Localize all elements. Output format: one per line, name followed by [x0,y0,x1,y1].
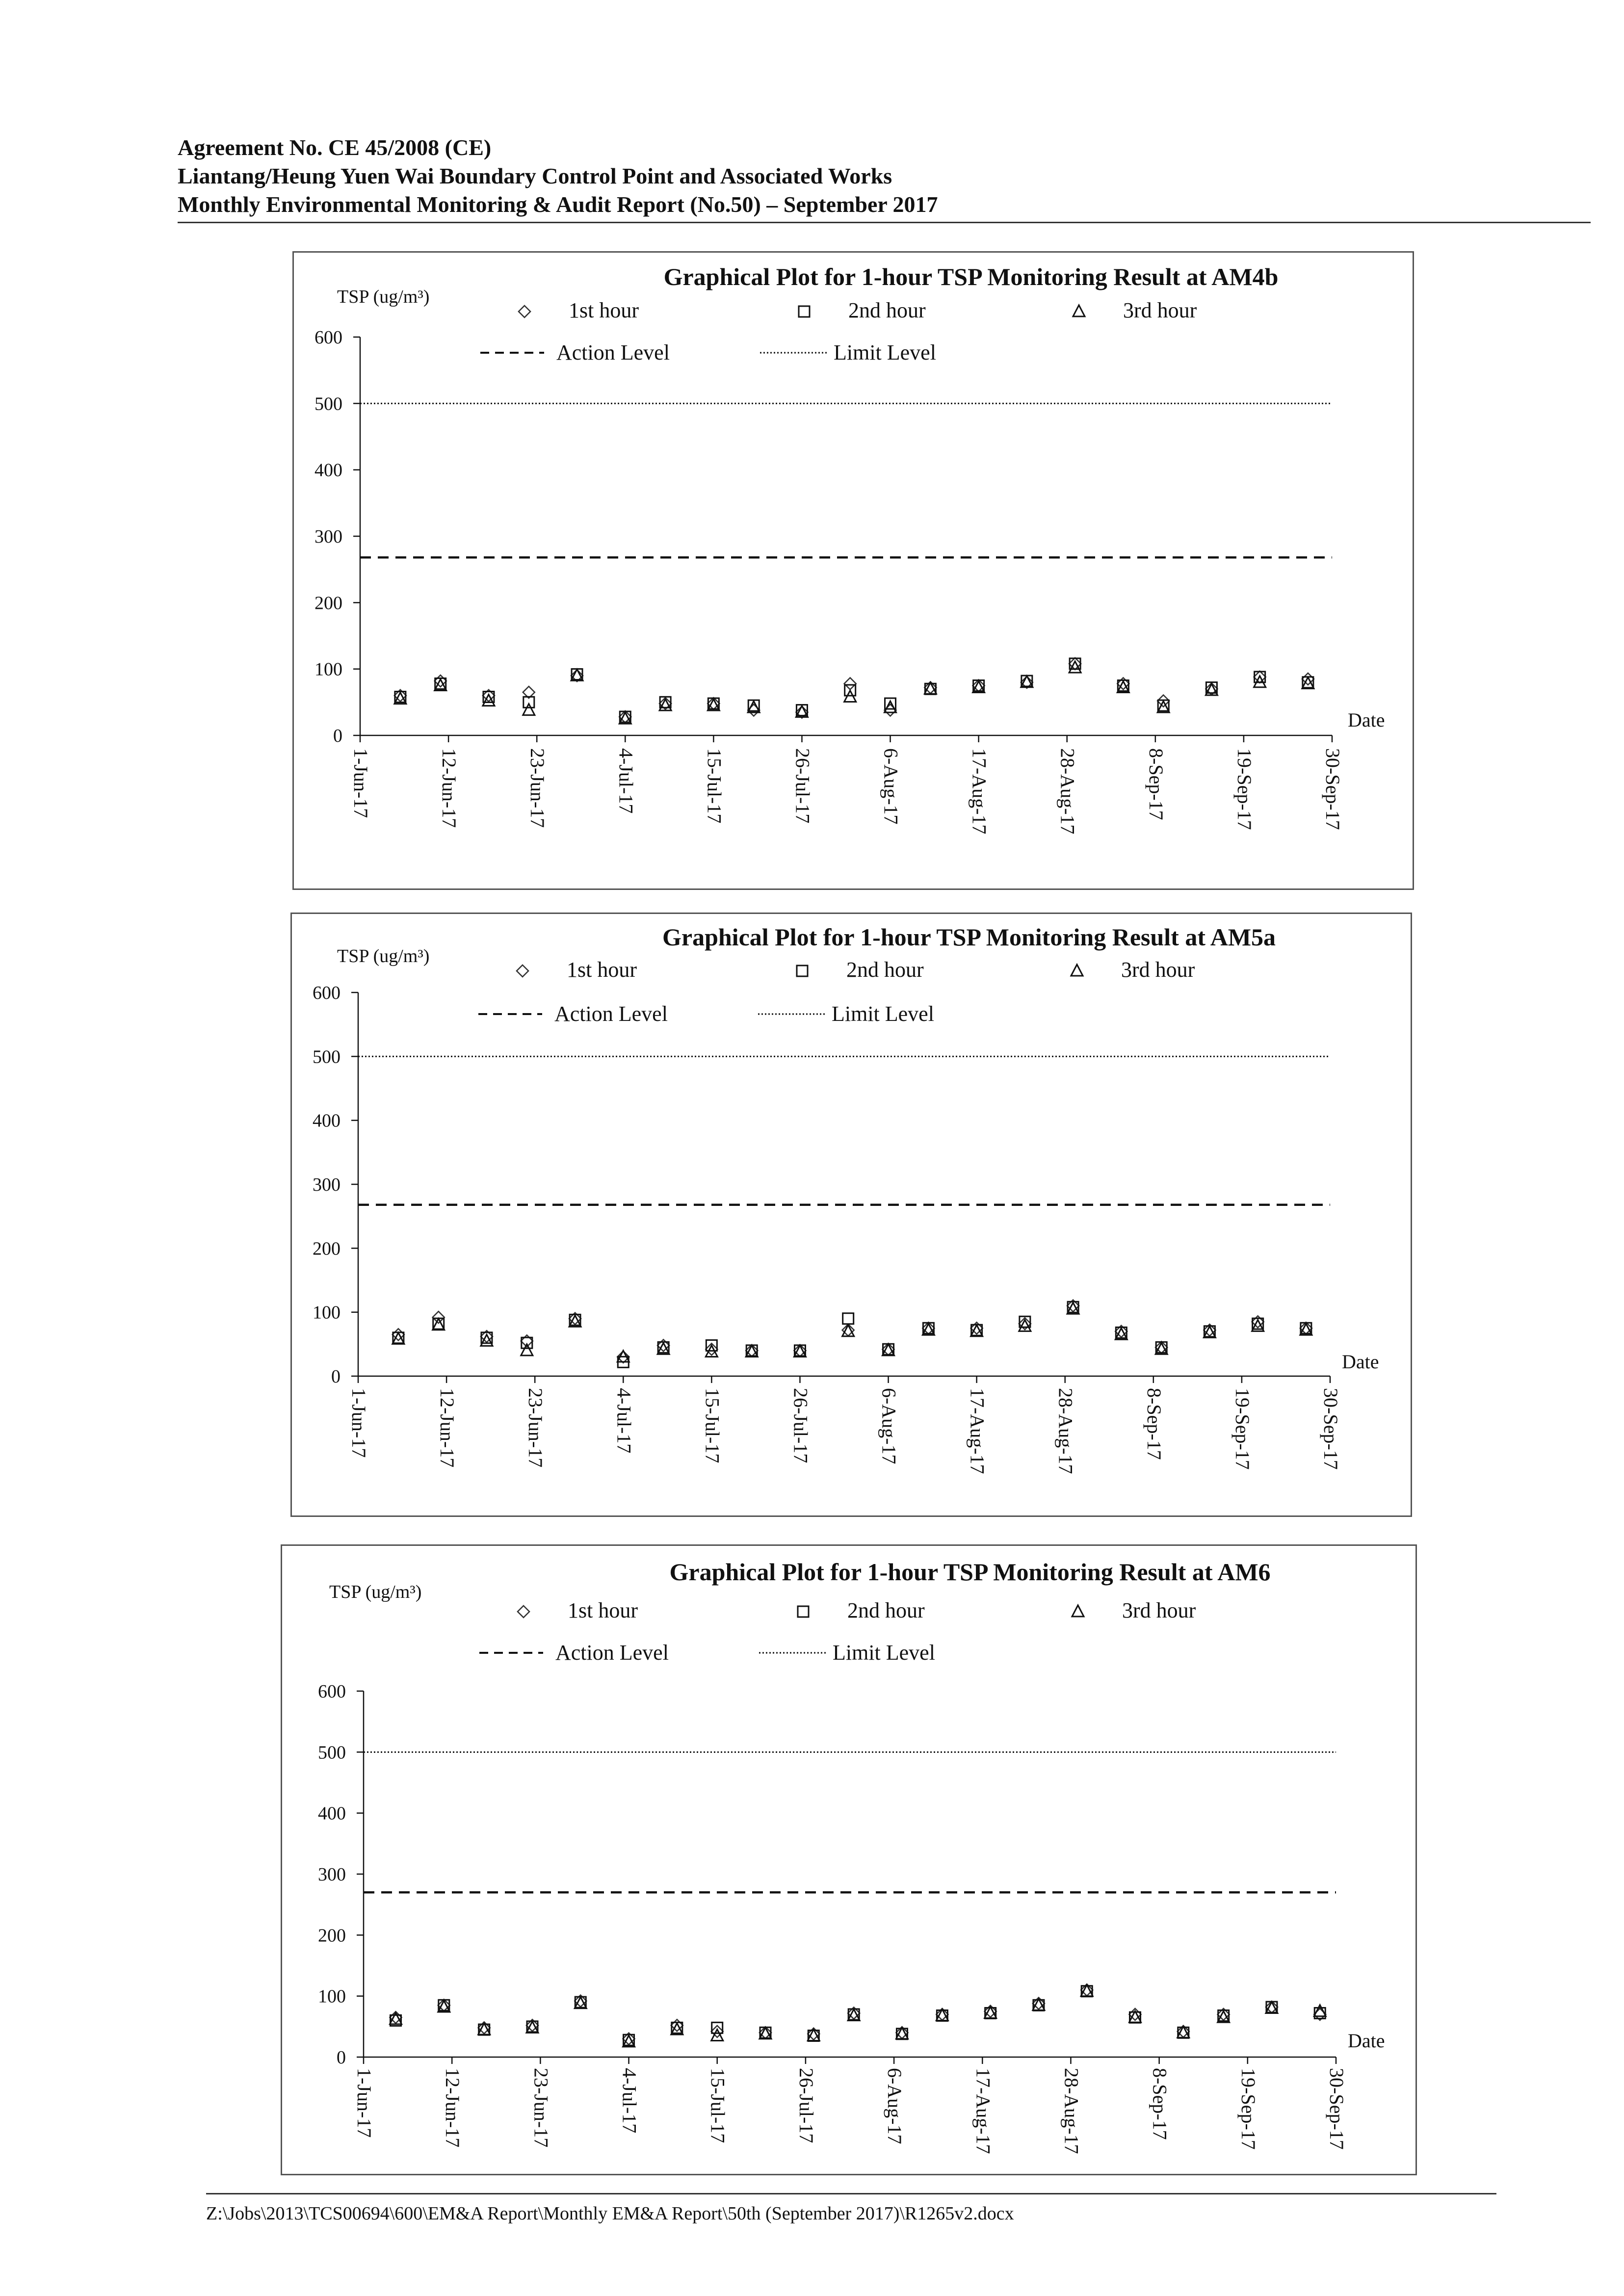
legend-label-3: 3rd hour [1123,298,1197,322]
legend-marker-2 [798,1606,809,1617]
x-tick-label: 26-Jul-17 [795,2068,817,2143]
data-point-triangle [433,1319,445,1330]
data-point-triangle [746,1345,758,1357]
chart-am5a-svg [292,914,1414,1518]
legend-marker-1 [519,306,530,317]
legend-action-label: Action Level [555,1641,669,1665]
x-tick-label: 6-Aug-17 [880,748,902,825]
x-tick-label: 15-Jul-17 [701,1388,724,1463]
x-tick-label: 8-Sep-17 [1143,1388,1165,1460]
x-tick-label: 6-Aug-17 [884,2068,906,2144]
data-point-triangle [760,2028,771,2039]
x-axis-label: Date [1348,709,1385,731]
chart-title: Graphical Plot for 1-hour TSP Monitoring Result at AM4b [663,263,1279,290]
y-tick-label: 0 [333,726,342,746]
x-axis-label: Date [1348,2030,1385,2052]
y-tick-label: 200 [318,1925,346,1946]
y-axis-label: TSP (ug/m³) [329,1582,422,1602]
x-tick-label: 30-Sep-17 [1320,1388,1342,1470]
project-title: Liantang/Heung Yuen Wai Boundary Control Point and Associated Works [178,163,892,188]
y-tick-label: 600 [314,327,342,348]
y-tick-label: 500 [318,1742,346,1763]
legend-label-1: 1st hour [567,958,637,982]
data-point-triangle [1314,2005,1326,2016]
x-tick-label: 4-Jul-17 [615,748,637,814]
file-path: Z:\Jobs\2013\TCS00694\600\EM&A Report\Monthly EM&A Report\50th (September 2017)\R1265v2.docx [206,2203,1014,2224]
x-tick-label: 19-Sep-17 [1231,1388,1254,1470]
data-point-diamond [711,2026,723,2037]
data-point-square [843,1313,854,1324]
y-tick-label: 300 [313,1174,341,1195]
x-tick-label: 4-Jul-17 [613,1388,635,1454]
legend-label-3: 3rd hour [1121,958,1195,982]
data-point-triangle [1266,2002,1278,2013]
x-tick-label: 23-Jun-17 [530,2068,552,2148]
legend-marker-1 [517,965,528,977]
legend-marker-3 [1071,965,1083,976]
x-tick-label: 23-Jun-17 [526,748,549,828]
legend-marker-2 [797,965,808,976]
x-tick-label: 8-Sep-17 [1145,748,1167,820]
data-point-triangle [571,669,583,680]
data-point-triangle [885,701,896,712]
data-point-diamond [844,678,856,689]
data-point-triangle [1069,661,1081,673]
x-tick-label: 19-Sep-17 [1237,2068,1259,2150]
x-tick-label: 6-Aug-17 [878,1388,900,1464]
x-tick-label: 26-Jul-17 [791,748,814,824]
legend-action-label: Action Level [556,340,670,365]
y-tick-label: 0 [337,2047,346,2068]
y-axis-label: TSP (ug/m³) [337,287,430,307]
y-tick-label: 600 [313,983,341,1003]
y-tick-label: 0 [331,1366,341,1387]
legend-label-2: 2nd hour [846,958,924,982]
legend-label-3: 3rd hour [1122,1598,1196,1622]
y-tick-label: 200 [313,1238,341,1259]
data-point-diamond [393,1329,404,1340]
chart-am4b [292,251,1414,890]
data-point-triangle [711,2029,723,2040]
x-axis-label: Date [1342,1351,1379,1373]
chart-am6 [281,1544,1417,2175]
y-axis-label: TSP (ug/m³) [337,946,430,966]
y-tick-label: 300 [314,526,342,547]
legend-label-1: 1st hour [568,1598,638,1622]
x-tick-label: 15-Jul-17 [707,2068,729,2143]
data-point-diamond [671,2019,683,2031]
legend-label-2: 2nd hour [848,298,926,322]
y-tick-label: 400 [313,1110,341,1131]
agreement-number: Agreement No. CE 45/2008 (CE) [178,135,492,160]
x-tick-label: 12-Jun-17 [438,748,461,828]
y-tick-label: 500 [314,393,342,415]
chart-title: Graphical Plot for 1-hour TSP Monitoring Result at AM6 [669,1558,1271,1586]
report-title: Monthly Environmental Monitoring & Audit Report (No.50) – September 2017 [178,192,938,217]
y-tick-label: 500 [313,1046,341,1068]
data-point-diamond [435,675,446,687]
x-tick-label: 8-Sep-17 [1149,2068,1171,2140]
x-tick-label: 30-Sep-17 [1326,2068,1348,2150]
legend-label-2: 2nd hour [847,1598,925,1622]
x-tick-label: 17-Aug-17 [972,2068,995,2154]
x-tick-label: 28-Aug-17 [1060,2068,1083,2154]
y-tick-label: 300 [318,1864,346,1885]
y-tick-label: 100 [314,659,342,680]
chart-am4b-svg [294,253,1415,891]
data-point-triangle [1254,676,1266,687]
x-tick-label: 1-Jun-17 [348,1388,370,1458]
chart-am6-svg [282,1546,1418,2177]
legend-marker-2 [799,306,810,317]
header-divider [178,222,1591,223]
data-point-diamond [1302,673,1314,685]
data-point-triangle [523,704,535,715]
data-point-triangle [483,695,495,706]
legend-limit-label: Limit Level [832,1002,934,1026]
x-tick-label: 28-Aug-17 [1054,1388,1077,1474]
chart-am5a [290,913,1412,1517]
y-tick-label: 400 [314,460,342,481]
x-tick-label: 12-Jun-17 [442,2068,464,2148]
y-tick-label: 100 [313,1302,341,1323]
legend-marker-3 [1072,1605,1084,1617]
data-point-triangle [842,1325,854,1336]
y-tick-label: 600 [318,1681,346,1702]
data-point-triangle [521,1344,533,1356]
data-point-triangle [393,1332,404,1344]
x-tick-label: 4-Jul-17 [618,2068,641,2134]
y-tick-label: 200 [314,593,342,614]
footer-divider [206,2193,1496,2194]
legend-marker-1 [518,1606,529,1618]
data-point-triangle [1302,677,1314,688]
x-tick-label: 1-Jun-17 [350,748,372,818]
x-tick-label: 17-Aug-17 [966,1388,989,1474]
legend-limit-label: Limit Level [833,1641,935,1665]
x-tick-label: 23-Jun-17 [524,1388,547,1468]
data-point-triangle [481,1334,493,1346]
x-tick-label: 1-Jun-17 [353,2068,375,2138]
y-tick-label: 400 [318,1803,346,1824]
legend-action-label: Action Level [554,1002,668,1026]
data-point-triangle [1021,676,1033,687]
legend-marker-3 [1073,305,1085,316]
x-tick-label: 28-Aug-17 [1056,748,1079,835]
legend-limit-label: Limit Level [834,340,936,365]
x-tick-label: 12-Jun-17 [436,1388,459,1468]
legend-label-1: 1st hour [569,298,639,322]
x-tick-label: 15-Jul-17 [703,748,726,824]
x-tick-label: 30-Sep-17 [1322,748,1344,830]
x-tick-label: 17-Aug-17 [968,748,991,835]
x-tick-label: 26-Jul-17 [789,1388,812,1463]
document-header [178,133,1591,219]
chart-title: Graphical Plot for 1-hour TSP Monitoring Result at AM5a [662,923,1276,951]
x-tick-label: 19-Sep-17 [1233,748,1256,830]
data-point-triangle [883,1344,894,1356]
y-tick-label: 100 [318,1986,346,2007]
data-point-triangle [794,1345,806,1357]
